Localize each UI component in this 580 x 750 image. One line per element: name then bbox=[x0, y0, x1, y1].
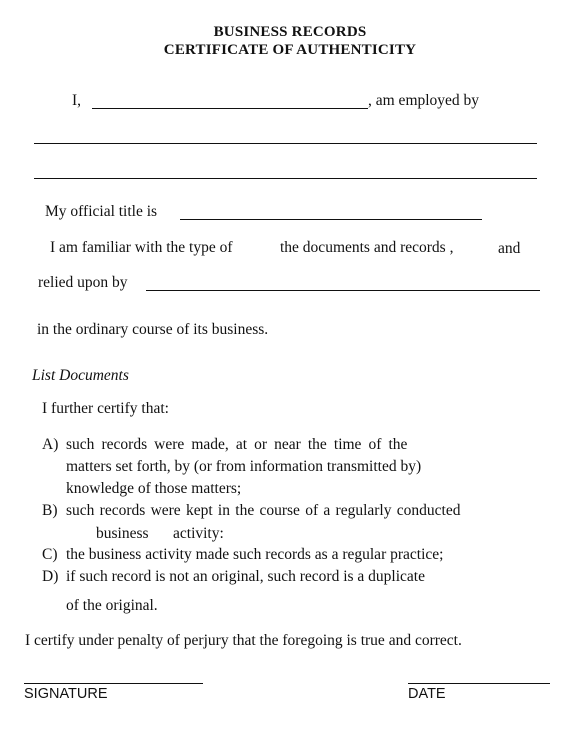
signature-label: SIGNATURE bbox=[24, 686, 108, 702]
clause-b-line1: such records were kept in the course of a regularly conducted bbox=[66, 502, 461, 519]
clause-a-line2: matters set forth, by (or from information transmitted by) bbox=[66, 458, 422, 475]
signature-field[interactable] bbox=[24, 683, 203, 684]
further-certify-text: I further certify that: bbox=[42, 400, 169, 417]
date-field[interactable] bbox=[408, 683, 550, 684]
familiar-text-part3: and bbox=[498, 240, 521, 257]
clause-d-line1: if such record is not an original, such record is a duplicate bbox=[66, 568, 425, 585]
clause-a-line1: such records were made, at or near the time of the bbox=[66, 436, 408, 453]
list-documents-label: List Documents bbox=[32, 367, 129, 384]
date-label: DATE bbox=[408, 686, 446, 702]
employee-name-field[interactable] bbox=[92, 108, 368, 109]
penalty-statement: I certify under penalty of perjury that the foregoing is true and correct. bbox=[25, 632, 462, 649]
clause-d-line2: of the original. bbox=[66, 597, 158, 614]
relied-upon-label: relied upon by bbox=[38, 274, 128, 291]
official-title-field[interactable] bbox=[180, 219, 482, 220]
clause-d-marker: D) bbox=[42, 568, 59, 585]
ordinary-course-text: in the ordinary course of its business. bbox=[37, 321, 269, 338]
familiar-text-part2: the documents and records , bbox=[280, 239, 454, 256]
clause-b-line2a: business bbox=[96, 525, 149, 542]
clause-b-line2b: activity: bbox=[173, 525, 224, 542]
clause-c-line1: the business activity made such records as a regular practice; bbox=[66, 546, 444, 563]
clause-c-marker: C) bbox=[42, 546, 58, 563]
certificate-title-line1: BUSINESS RECORDS bbox=[213, 24, 367, 40]
employed-by-text: , am employed by bbox=[368, 92, 480, 109]
employer-field-line2[interactable] bbox=[34, 178, 537, 179]
employee-name-prefix: I, bbox=[72, 92, 82, 109]
clause-a-marker: A) bbox=[42, 436, 59, 453]
familiar-text-part1: I am familiar with the type of bbox=[50, 239, 233, 256]
official-title-label: My official title is bbox=[45, 203, 158, 220]
clause-a-line3: knowledge of those matters; bbox=[66, 480, 242, 497]
relied-upon-field[interactable] bbox=[146, 290, 540, 291]
employer-field-line1[interactable] bbox=[34, 143, 537, 144]
clause-b-marker: B) bbox=[42, 502, 58, 519]
certificate-title-line2: CERTIFICATE OF AUTHENTICITY bbox=[163, 42, 417, 58]
